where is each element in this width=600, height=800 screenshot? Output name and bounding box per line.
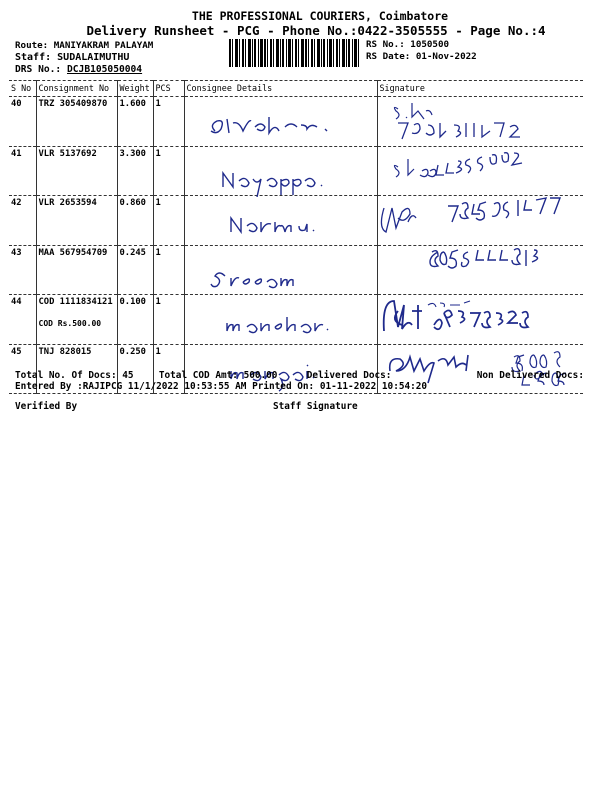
col-header-consignment: Consignment No: [36, 81, 117, 97]
handwriting-signature-0: [378, 95, 578, 141]
non-delivered-docs-label: Non Delivered Docs:: [476, 370, 584, 381]
cell-consignee-handwriting: [184, 146, 377, 196]
rs-date-line: [366, 51, 477, 62]
rs-date-value: 01-Nov-2022: [415, 51, 477, 62]
cell-consignee-handwriting: [184, 295, 377, 345]
cell-weight: 0.100: [117, 295, 153, 345]
rs-no-value: 1050500: [410, 39, 450, 50]
entered-by-value: RAJIPCG 11/1/2022 10:53:55 AM: [82, 381, 247, 392]
drs-line: [15, 64, 142, 75]
staff-value: SUDALAIMUTHU: [57, 52, 130, 63]
drs-label: DRS No.:: [15, 64, 62, 75]
barcode-icon: [229, 39, 359, 67]
cell-signature-handwriting: [377, 146, 583, 196]
table-row: [9, 146, 583, 196]
printed-on-value: 01-11-2022 10:54:20: [319, 381, 428, 392]
verified-by-label: Verified By: [15, 401, 78, 412]
cell-weight: 0.250: [117, 344, 153, 394]
entered-by-line: [15, 381, 427, 392]
col-header-consignee: Consignee Details: [184, 81, 377, 97]
cell-consignee-handwriting: [184, 97, 377, 147]
cell-consignment: MAA 567954709: [36, 245, 117, 295]
cell-consignment: TNJ 828015: [36, 344, 117, 394]
col-header-pcs: PCS: [153, 81, 184, 97]
table-row: [9, 97, 583, 147]
route-value: MANIYAKRAM PALAYAM: [53, 40, 154, 51]
cell-consignment-cod: [36, 295, 117, 345]
cell-sno: 42: [9, 196, 36, 246]
handwriting-consignee-narmu: [185, 200, 375, 246]
route-line: [15, 40, 153, 51]
rs-no-label: RS No.:: [366, 39, 405, 50]
handwriting-signature-2: [378, 192, 578, 238]
printed-on-label: Printed On:: [252, 381, 315, 392]
cell-weight: 3.300: [117, 146, 153, 196]
drs-value: DCJB105050004: [67, 64, 143, 75]
cell-sno: 44: [9, 295, 36, 345]
handwriting-signature-4: [378, 291, 578, 337]
handwriting-consignee-sreeram: [185, 250, 375, 296]
cell-signature-handwriting: [377, 196, 583, 246]
cell-signature-handwriting: [377, 97, 583, 147]
total-docs-value: 45: [122, 370, 134, 381]
cell-consignment: TRZ 305409870: [36, 97, 117, 147]
table-row: [9, 245, 583, 295]
cell-pcs: 1: [153, 295, 184, 345]
cell-sno: 43: [9, 245, 36, 295]
cod-amount: COD Rs.500.00: [38, 319, 102, 328]
handwriting-consignee-sivakumar: [185, 99, 375, 145]
handwriting-consignee-manoharan: [185, 299, 375, 345]
cell-consignee-handwriting: [184, 196, 377, 246]
cell-signature-handwriting: [377, 295, 583, 345]
delivered-docs-label: Delivered Docs:: [306, 370, 392, 381]
table-row: [9, 295, 583, 345]
route-label: Route:: [15, 40, 49, 51]
cell-sno: 40: [9, 97, 36, 147]
handwriting-signature-1: [378, 145, 578, 191]
rs-date-label: RS Date:: [366, 51, 411, 62]
staff-signature-label: Staff Signature: [273, 401, 358, 412]
cell-consignment: COD 1111834121: [38, 297, 113, 307]
cell-pcs: 1: [153, 97, 184, 147]
col-header-signature: Signature: [379, 83, 425, 93]
runsheet-subtitle: Delivery Runsheet - PCG - Phone No.:0422-3505555 - Page No.:4: [86, 23, 546, 38]
totals-line: [15, 370, 584, 381]
total-docs-label: Total No. Of Docs:: [15, 370, 117, 381]
cell-pcs: 1: [153, 146, 184, 196]
rs-no-line: [366, 39, 449, 50]
cell-pcs: 1: [153, 196, 184, 246]
staff-label: Staff:: [15, 52, 52, 63]
staff-line: [15, 52, 129, 63]
cell-consignment: VLR 5137692: [36, 146, 117, 196]
entered-by-label: Entered By :: [15, 381, 83, 392]
company-title: THE PROFESSIONAL COURIERS, Coimbatore: [191, 9, 449, 23]
runsheet-table: [9, 80, 583, 394]
cell-pcs: 1: [153, 245, 184, 295]
col-header-weight: Weight: [117, 81, 153, 97]
cell-sno: 41: [9, 146, 36, 196]
cell-signature-handwriting: [377, 245, 583, 295]
handwriting-signature-3: [378, 242, 578, 288]
total-cod-label: Total COD Amt:: [158, 370, 238, 381]
cell-pcs: 1: [153, 344, 184, 394]
total-cod-value: 500.00: [243, 370, 278, 381]
cell-sno: 45: [9, 344, 36, 394]
table-row: [9, 196, 583, 246]
cell-consignee-handwriting: [184, 245, 377, 295]
col-header-sno: S No: [9, 81, 36, 97]
cell-weight: 0.860: [117, 196, 153, 246]
handwriting-consignee-nagappa: [185, 151, 375, 197]
cell-weight: 0.245: [117, 245, 153, 295]
cell-consignment: VLR 2653594: [36, 196, 117, 246]
cell-weight: 1.600: [117, 97, 153, 147]
